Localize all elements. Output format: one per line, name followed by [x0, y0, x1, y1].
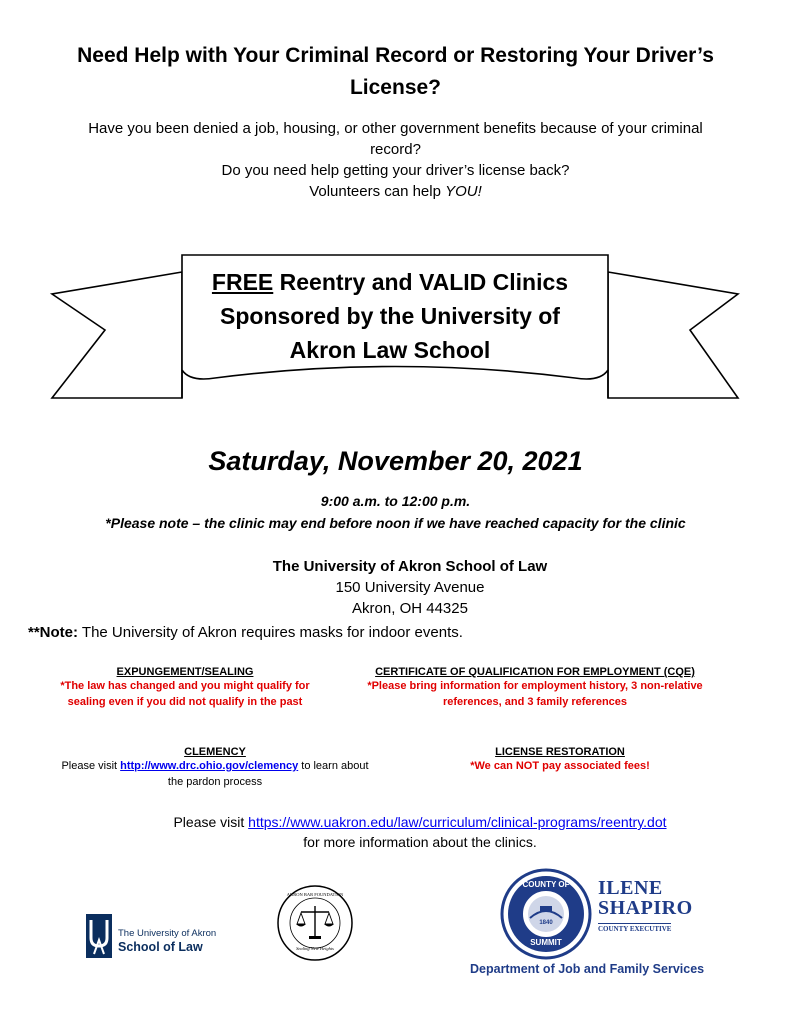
clemency-section: CLEMENCY Please visit http://www.drc.ohio.gov/clemency to learn about the pardon process	[61, 746, 369, 788]
cqe-section: CERTIFICATE OF QUALIFICATION FOR EMPLOYMENT (CQE) *Please bring information for employment history, 3 non-relative references, and 3 family references	[367, 666, 703, 708]
event-time: 9:00 a.m. to 12:00 p.m. *Please note – the clinic may end before noon if we have reached capacity for the clinic	[105, 493, 686, 531]
banner-text: FREE Reentry and VALID Clinics Sponsored by the University of Akron Law School	[211, 269, 569, 363]
intro-text: Have you been denied a job, housing, or other government benefits because of your criminal record? Do you need help getting your driver’s license back? Volunteers can help YOU!	[88, 120, 703, 200]
more-info: Please visit https://www.uakron.edu/law/curriculum/clinical-programs/reentry.dot for more information about the clinics.	[173, 814, 667, 850]
expungement-section: EXPUNGEMENT/SEALING *The law has changed and you might qualify for sealing even if you did not qualify in the past	[60, 666, 310, 708]
ua-monogram-icon	[86, 914, 112, 958]
page-heading: Need Help with Your Criminal Record or Restoring Your Driver’s License?	[77, 44, 714, 99]
akron-bar-foundation-seal: AKRON BAR FOUNDATION Sealing New Heights	[276, 884, 354, 962]
location-address: The University of Akron School of Law 150 University Avenue Akron, OH 44325	[272, 558, 548, 617]
summit-county-seal: COUNTY OF SUMMIT 1840	[500, 868, 592, 960]
ua-law-logo: The University of Akron School of Law	[86, 914, 266, 958]
reentry-link[interactable]: https://www.uakron.edu/law/curriculum/clinical-programs/reentry.dot	[248, 814, 667, 830]
license-restoration-section: LICENSE RESTORATION *We can NOT pay associated fees!	[470, 746, 650, 772]
clemency-link[interactable]: http://www.drc.ohio.gov/clemency	[120, 760, 299, 772]
event-date: Saturday, November 20, 2021	[208, 446, 583, 476]
county-executive-logo: ILENE SHAPIRO COUNTY EXECUTIVE	[598, 877, 693, 933]
department-label: Department of Job and Family Services	[470, 962, 705, 976]
mask-note: **Note: The University of Akron requires masks for indoor events.	[28, 624, 463, 641]
